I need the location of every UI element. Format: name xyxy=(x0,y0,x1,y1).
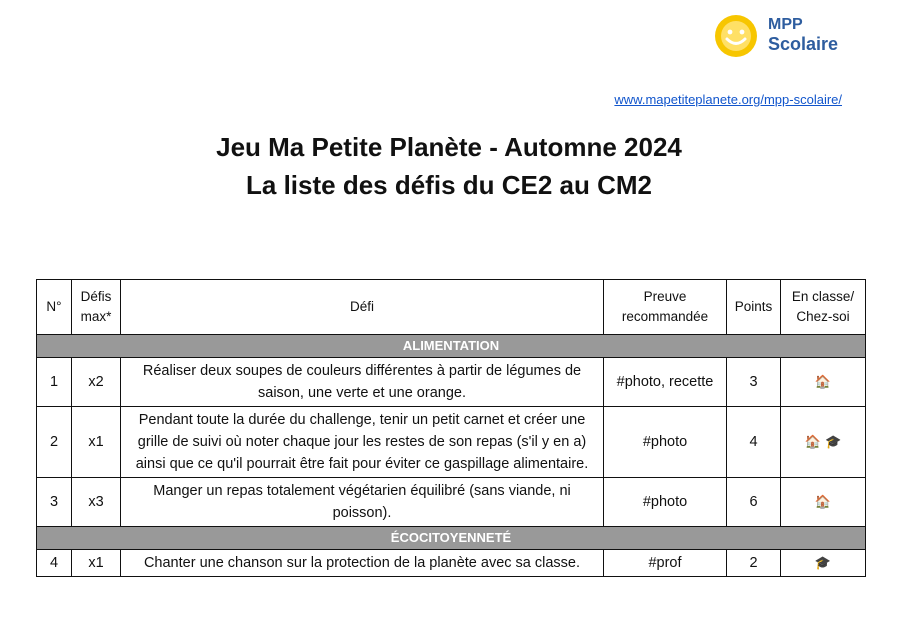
cell-lieu xyxy=(781,550,866,577)
house-icon: 🏠 xyxy=(804,434,821,449)
cell-max: x1 xyxy=(72,407,121,478)
title-line-2: La liste des défis du CE2 au CM2 xyxy=(246,170,652,200)
cell-lieu xyxy=(781,407,866,478)
section-title: ÉCOCITOYENNETÉ xyxy=(37,527,866,550)
title-line-1: Jeu Ma Petite Planète - Automne 2024 xyxy=(216,132,682,162)
cell-num: 3 xyxy=(37,478,72,527)
cell-num: 4 xyxy=(37,550,72,577)
header-lieu: En classe/ Chez-soi xyxy=(781,280,866,335)
table-row xyxy=(37,358,866,407)
graduation-cap-icon: 🎓 xyxy=(825,434,842,449)
table-row xyxy=(37,478,866,527)
smiley-logo-icon xyxy=(712,10,764,62)
cell-num: 2 xyxy=(37,407,72,478)
cell-defi: Manger un repas totalement végétarien équilibré (sans viande, ni poisson). xyxy=(121,478,604,527)
section-row xyxy=(37,527,866,550)
cell-preuve: #prof xyxy=(604,550,727,577)
cell-preuve: #photo xyxy=(604,478,727,527)
website-link[interactable]: www.mapetiteplanete.org/mpp-scolaire/ xyxy=(614,92,842,107)
header-num: N° xyxy=(37,280,72,335)
cell-defi: Chanter une chanson sur la protection de la planète avec sa classe. xyxy=(121,550,604,577)
page-title xyxy=(0,128,898,204)
cell-max: x2 xyxy=(72,358,121,407)
logo-text-mpp: MPP xyxy=(768,16,803,33)
cell-points: 6 xyxy=(727,478,781,527)
table-row xyxy=(37,407,866,478)
house-icon: 🏠 xyxy=(814,494,832,509)
cell-points: 4 xyxy=(727,407,781,478)
cell-num: 1 xyxy=(37,358,72,407)
cell-preuve: #photo, recette xyxy=(604,358,727,407)
cell-defi: Pendant toute la durée du challenge, tenir un petit carnet et créer une grille de suivi où noter chaque jour les restes de son repas (s'il y en a) ainsi que ce qu'il pourrait être fait pour éviter ce gaspillage alimentaire. xyxy=(121,407,604,478)
section-title: ALIMENTATION xyxy=(37,335,866,358)
cell-defi: Réaliser deux soupes de couleurs différentes à partir de légumes de saison, une verte et une orange. xyxy=(121,358,604,407)
header-max: Défis max* xyxy=(72,280,121,335)
header-preuve: Preuve recommandée xyxy=(604,280,727,335)
cell-max: x1 xyxy=(72,550,121,577)
graduation-cap-icon: 🎓 xyxy=(814,555,832,570)
cell-max: x3 xyxy=(72,478,121,527)
mpp-logo xyxy=(712,10,872,62)
cell-preuve: #photo xyxy=(604,407,727,478)
logo-text-scolaire: Scolaire xyxy=(768,34,839,54)
header-points: Points xyxy=(727,280,781,335)
defis-table xyxy=(36,279,866,577)
header-defi: Défi xyxy=(121,280,604,335)
table-row xyxy=(37,550,866,577)
table-header-row xyxy=(37,280,866,335)
section-row xyxy=(37,335,866,358)
table-body xyxy=(37,335,866,577)
cell-points: 3 xyxy=(727,358,781,407)
cell-lieu xyxy=(781,358,866,407)
house-icon: 🏠 xyxy=(814,374,832,389)
cell-points: 2 xyxy=(727,550,781,577)
cell-lieu xyxy=(781,478,866,527)
